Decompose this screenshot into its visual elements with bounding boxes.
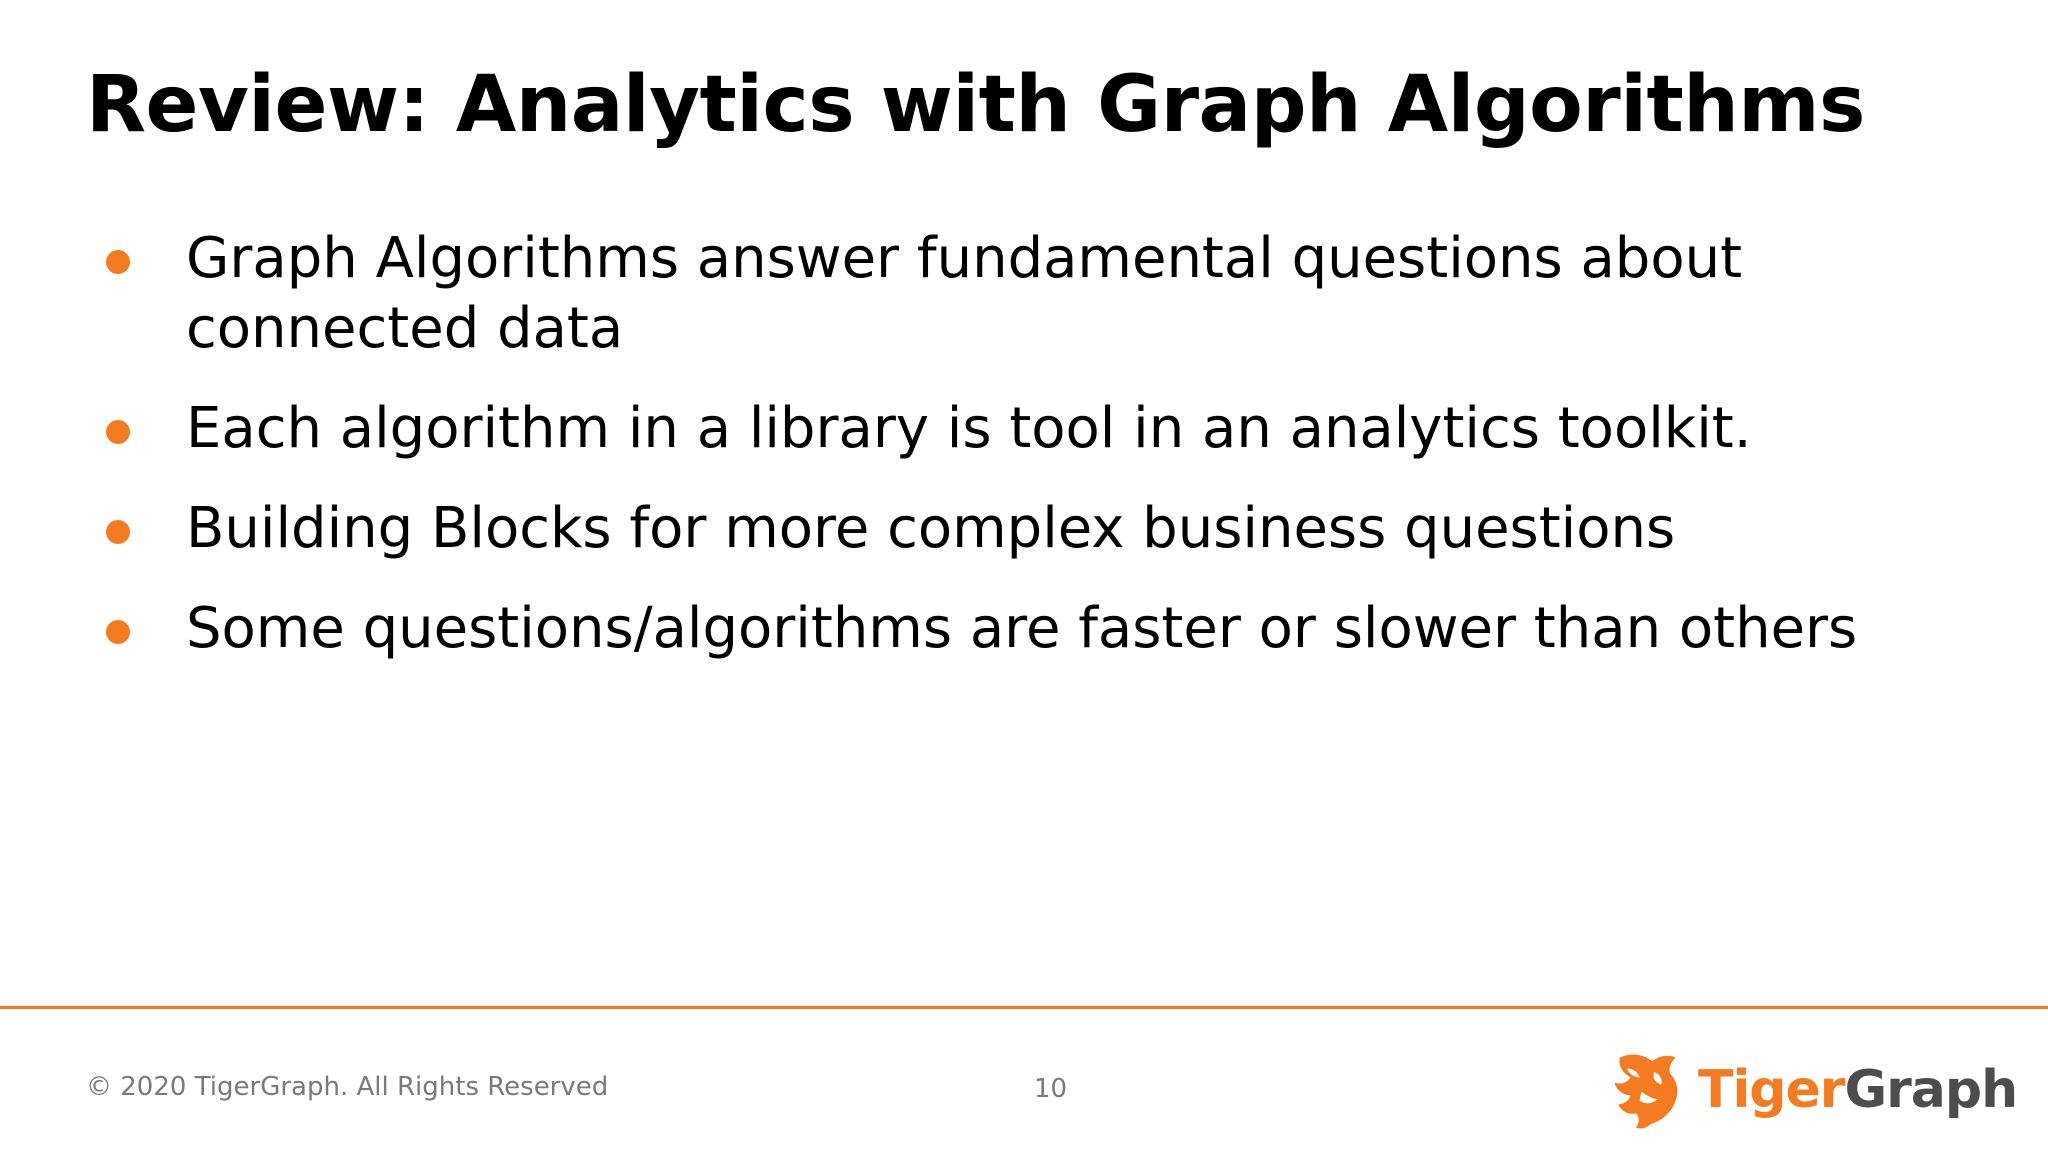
- logo-wordmark: [1698, 1060, 2017, 1120]
- bullet-text-line: Each algorithm in a library is tool in an analytics toolkit.: [186, 396, 1752, 461]
- copyright-text: © 2020 TigerGraph. All Rights Reserved: [86, 1072, 609, 1102]
- bullet-item: [0, 394, 2048, 464]
- bullet-dot-icon: [106, 420, 130, 444]
- bullet-dot-icon: [106, 250, 130, 274]
- bullet-text-line: Some questions/algorithms are faster or slower than others: [186, 596, 1858, 661]
- slide-title: Review: Analytics with Graph Algorithms: [86, 60, 1865, 150]
- bullet-dot-icon: [106, 520, 130, 544]
- tigergraph-logo: [1600, 1040, 2017, 1140]
- bullet-dot-icon: [106, 620, 130, 644]
- bullet-text-line: Graph Algorithms answer fundamental questions about: [186, 226, 1743, 291]
- page-number: 10: [1034, 1074, 1068, 1104]
- bullet-item: [0, 494, 2048, 564]
- bullet-text-line: connected data: [186, 296, 624, 361]
- logo-word-graph: Graph: [1844, 1060, 2018, 1120]
- bullet-list: [0, 224, 2048, 694]
- bullet-item: [0, 224, 2048, 364]
- logo-word-tiger: Tiger: [1698, 1060, 1845, 1120]
- tiger-head-icon: [1600, 1045, 1690, 1135]
- bullet-text-line: Building Blocks for more complex business questions: [186, 496, 1676, 561]
- footer-divider: [0, 1006, 2048, 1009]
- bullet-item: [0, 594, 2048, 664]
